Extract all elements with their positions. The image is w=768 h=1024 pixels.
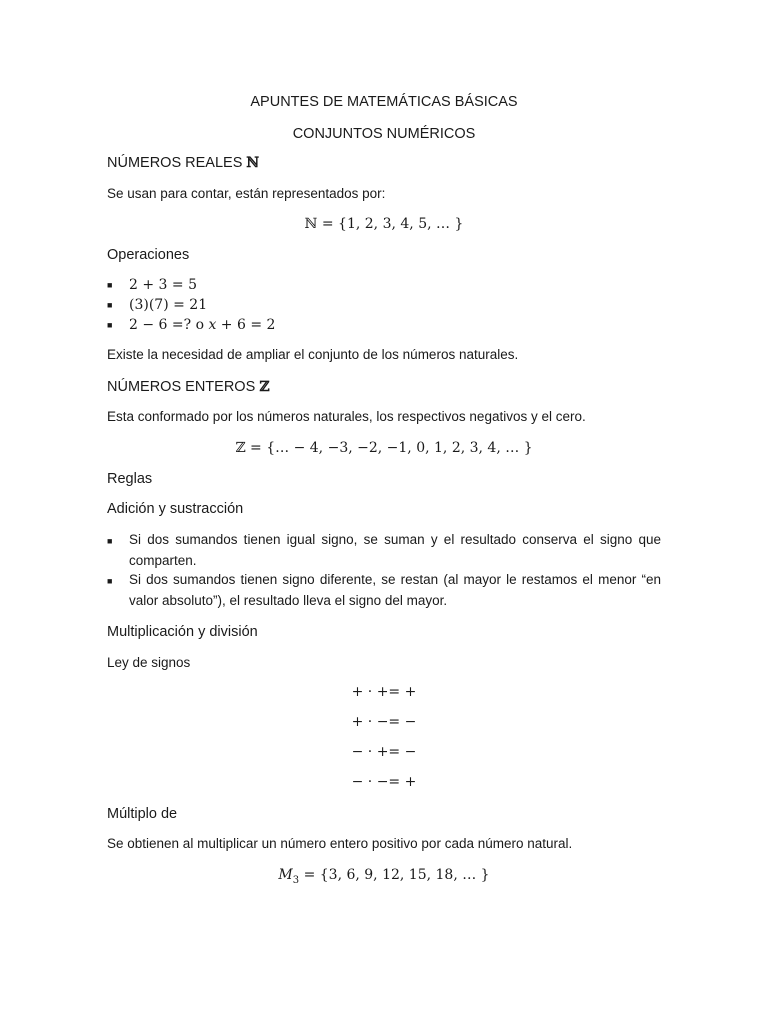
section-heading-text: NÚMEROS REALES	[107, 155, 247, 171]
section-heading-enteros	[107, 378, 270, 396]
section-heading-naturales	[107, 154, 259, 172]
operation-item: 2 + 3 = 5	[129, 277, 197, 293]
bullet-icon: ■	[107, 320, 113, 330]
operation-item: 2 − 6 =? o 𝑥 + 6 = 2	[129, 317, 276, 333]
set-values: = {3, 6, 9, 12, 15, 18, … }	[299, 867, 490, 883]
set-name: 𝑀	[278, 867, 293, 883]
ley-de-signos-label: Ley de signos	[107, 655, 191, 670]
sign-rule: − · += −	[351, 744, 417, 760]
operation-item: (3)(7) = 21	[129, 297, 208, 313]
naturales-set-equation: ℕ = {1, 2, 3, 4, 5, … }	[304, 216, 464, 232]
document-title: APUNTES DE MATEMÁTICAS BÁSICAS	[250, 94, 518, 110]
operaciones-note: Existe la necesidad de ampliar el conjunto de los números naturales.	[107, 347, 519, 362]
subsection-heading-adicion: Adición y sustracción	[107, 501, 244, 517]
sign-rule: + · −= −	[351, 714, 417, 730]
rule-item: Si dos sumandos tienen signo diferente, se restan (al mayor le restamos el menor “en valor absoluto”), el resultado lleva el signo del mayor.	[129, 572, 661, 608]
bullet-icon: ■	[107, 576, 113, 586]
sign-rule: + · += +	[351, 684, 417, 700]
bullet-icon: ■	[107, 536, 113, 546]
rule-item: Si dos sumandos tienen igual signo, se suman y el resultado conserva el signo que comparten.	[129, 532, 661, 568]
section-heading-text: NÚMEROS ENTEROS	[107, 379, 260, 395]
naturales-description: Se usan para contar, están representados por:	[107, 186, 386, 201]
section-heading-multiplo: Múltiplo de	[107, 806, 178, 822]
section-heading-operaciones: Operaciones	[107, 247, 190, 263]
enteros-description: Esta conformado por los números naturales, los respectivos negativos y el cero.	[107, 409, 586, 424]
bullet-icon: ■	[107, 280, 113, 290]
sign-rule: − · −= +	[351, 774, 417, 790]
integers-symbol: ℤ	[259, 379, 270, 395]
section-heading-reglas: Reglas	[107, 471, 153, 487]
subsection-heading-multiplicacion: Multiplicación y división	[107, 624, 258, 640]
multiplo-set-equation	[0, 866, 768, 890]
multiplo-description: Se obtienen al multiplicar un número entero positivo por cada número natural.	[107, 836, 573, 851]
enteros-set-equation: ℤ = {… − 4, −3, −2, −1, 0, 1, 2, 3, 4, … }	[235, 440, 533, 456]
naturals-symbol: ℕ	[246, 155, 260, 171]
set-subscript: 3	[292, 874, 300, 886]
document-subtitle: CONJUNTOS NUMÉRICOS	[292, 126, 476, 142]
bullet-icon: ■	[107, 300, 113, 310]
